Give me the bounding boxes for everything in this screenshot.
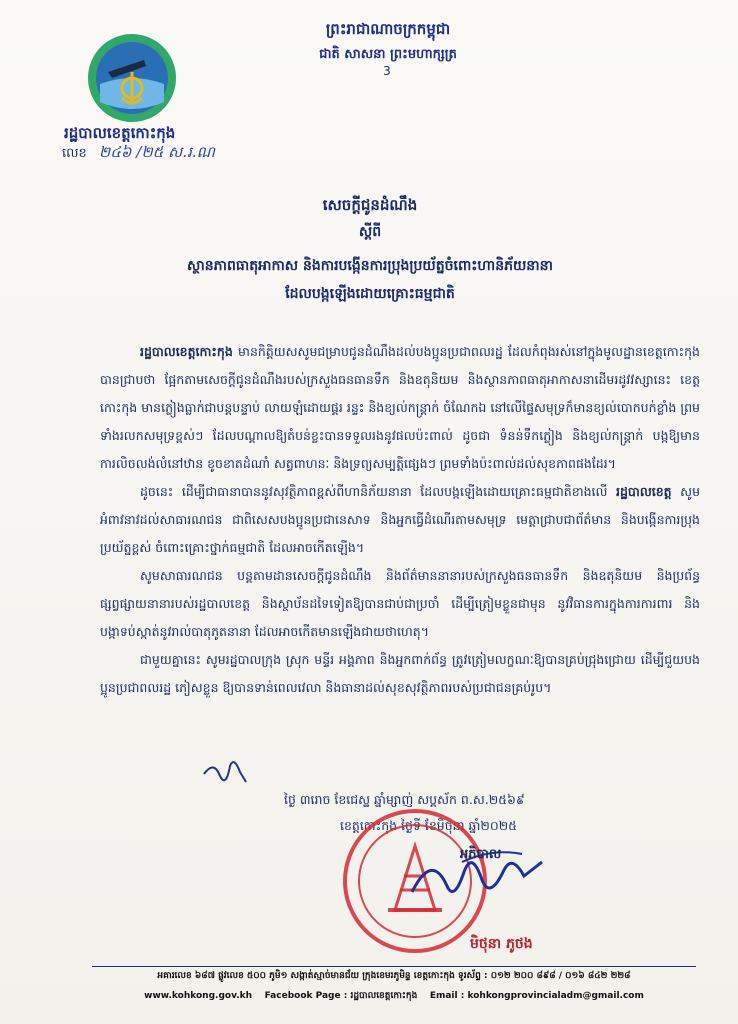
reference-label: លេខ: [62, 146, 87, 161]
provincial-logo: [86, 32, 178, 124]
signatory-name: មិថុនា ភូថង: [470, 936, 533, 952]
footer-website: www.kohkong.gov.kh: [144, 991, 253, 1001]
reference-number-line: [62, 143, 215, 165]
footer-email-value: kohkongprovincialadm@gmail.com: [467, 991, 644, 1001]
ornament-divider: 3: [383, 64, 393, 78]
signatory-title: អភិបាល: [460, 847, 502, 862]
document-body: [100, 338, 700, 702]
paragraph-1-lead: រដ្ឋបាលខេត្តកោះកុង: [140, 344, 233, 359]
footer-facebook-value: រដ្ឋបាលខេត្តកោះកុង: [350, 991, 418, 1001]
paragraph-4: ជាមួយគ្នានេះ សូមរដ្ឋបាលក្រុង ស្រុក មន្ទីរ អង្គភាព និងអ្នកពាក់ព័ន្ធ ត្រូវត្រៀមលក្ខណៈឱ្យបានគ្រប់ជ្រុងជ្រោយ ដើម្បីជួយបងប្អូនប្រជាពលរដ្ឋ ភៀសខ្លួន ឱ្យបានទាន់ពេលវេលា និងធានាដល់សុខសុវត្ថិភាពរបស់ប្រជាជនគ្រប់រូប។: [100, 652, 700, 695]
footer-email-label: Email :: [429, 991, 465, 1001]
subject-line-2: ដែលបង្កឡើងដោយគ្រោះធម្មជាតិ: [285, 286, 455, 302]
subject-line-1: ស្ថានភាពធាតុអាកាស និងការបង្កើនការប្រុងប្រយ័ត្នចំពោះហានិភ័យនានា: [187, 258, 553, 274]
footer-divider: [92, 966, 696, 967]
paragraph-2: [100, 478, 700, 562]
paragraph-2-bold: រដ្ឋបាលខេត្ត: [616, 484, 672, 499]
footer-address: អគារលេខ ៦៨៧ ផ្លូវលេខ ៥០០ ភូមិ១ សង្កាត់ស្មាច់មានជ័យ ក្រុងខេមរភូមិន្ទ ខេត្តកោះកុង ទូរស័ព្ទ : ០១២ ២០០ ៨៩៨ / ០១៦ ៨៤២ ២២៨: [157, 971, 631, 981]
lunar-date: ថ្ងៃ ៣រោច ខែជេស្ឋ ឆ្នាំម្សាញ់ សប្តស័ក ព.ស.២៥៦៩: [284, 792, 525, 807]
organization-name: រដ្ឋបាលខេត្តកោះកុង: [64, 124, 176, 142]
document-type-title: សេចក្តីជូនដំណឹង: [322, 196, 418, 214]
paragraph-2-text: សូមអំពាវនាវដល់សាធារណជន ជាពិសេសបងប្អូនប្រជានេសាទ និងអ្នកធ្វើដំណើរតាមសមុទ្រ មេត្តាជ្រាបជាព័ត៌មាន និងបង្កើនការប្រុងប្រយ័ត្នខ្ពស់ ចំពោះគ្រោះថ្នាក់ធម្មជាតិ ដែលអាចកើតឡើង។: [100, 484, 701, 555]
kingdom-name: ព្រះរាជាណាចក្រកម្ពុជា: [325, 20, 451, 38]
solar-date: ខេត្តកោះកុង ថ្ងៃទី ខែមិថុនា ឆ្នាំ២០២៥: [340, 818, 518, 833]
paragraph-1: [100, 338, 700, 478]
paragraph-3: សូមសាធារណជន បន្តតាមដានសេចក្តីជូនដំណឹង និងព័ត៌មាននានារបស់ក្រសួងធនធានទឹក និងឧតុនិយម និងប្រព័ន្ធផ្សព្វផ្សាយនានារបស់រដ្ឋបាលខេត្ត និងស្ថាប័នដទៃទៀតឱ្យបានជាប់ជាប្រចាំ ដើម្បីត្រៀមខ្លួនជាមុន នូវវិធានការក្នុងការការពារ និងបង្កាទប់ស្កាត់នូវរាល់បាតុភូតនានា ដែលអាចកើតមានឡើងជាយថាហេតុ។: [100, 568, 700, 639]
about-label: ស្តីពី: [358, 224, 382, 240]
reference-number: ២៤៦ /២៥ ស.រ.ណ: [98, 143, 215, 161]
initial-signature: [200, 752, 250, 792]
national-motto: ជាតិ សាសនា ព្រះមហាក្សត្រ: [319, 47, 457, 62]
paragraph-1-text: មានកិត្តិយសសូមជម្រាបជូនដំណឹងដល់បងប្អូនប្រជាពលរដ្ឋ ដែលកំពុងរស់នៅក្នុងមូលដ្ឋានខេត្តកោះកុង បានជ្រាបថា ផ្អែកតាមសេចក្តីជូនដំណឹងរបស់ក្រសួងធនធានទឹក និងឧតុនិយម និងស្ថានភាពធាតុអាកាសនាដើមរដូវវស្សានេះ ខេត្តកោះកុង មានភ្លៀងធ្លាក់ជាបន្តបន្ទាប់ លាយឡំដោយផ្គរ រន្ទះ និងខ្យល់កន្ត្រាក់ ចំណែកឯ នៅលើផ្ទៃសមុទ្រក៏មានខ្យល់បោកបក់ខ្លាំង ព្រមទាំងរលកសមុទ្រខ្ពស់ៗ ដែលបណ្តាលឱ្យតំបន់ខ្លះបានទទួលរងនូវផលប៉ះពាល់ ដូចជា ទំនន់ទឹកភ្លៀង និងខ្យល់កន្ត្រាក់ បង្កឱ្យមានការលិចលង់លំនៅឋាន ខូចខាតដំណាំ សត្វពាហនៈ និងទ្រព្យសម្បត្តិផ្សេងៗ ព្រមទាំងប៉ះពាល់ដល់សុខភាពផងដែរ។: [100, 344, 700, 471]
footer-facebook-label: Facebook Page :: [264, 991, 348, 1001]
footer-contacts: [92, 990, 696, 1003]
paragraph-2-lead: ដូចនេះ ដើម្បីជាធានាបាននូវសុវត្ថិភាពខ្ពស់ពីហានិភ័យនានា ដែលបង្កឡើងដោយគ្រោះធម្មជាតិខាងលើ: [140, 484, 608, 499]
